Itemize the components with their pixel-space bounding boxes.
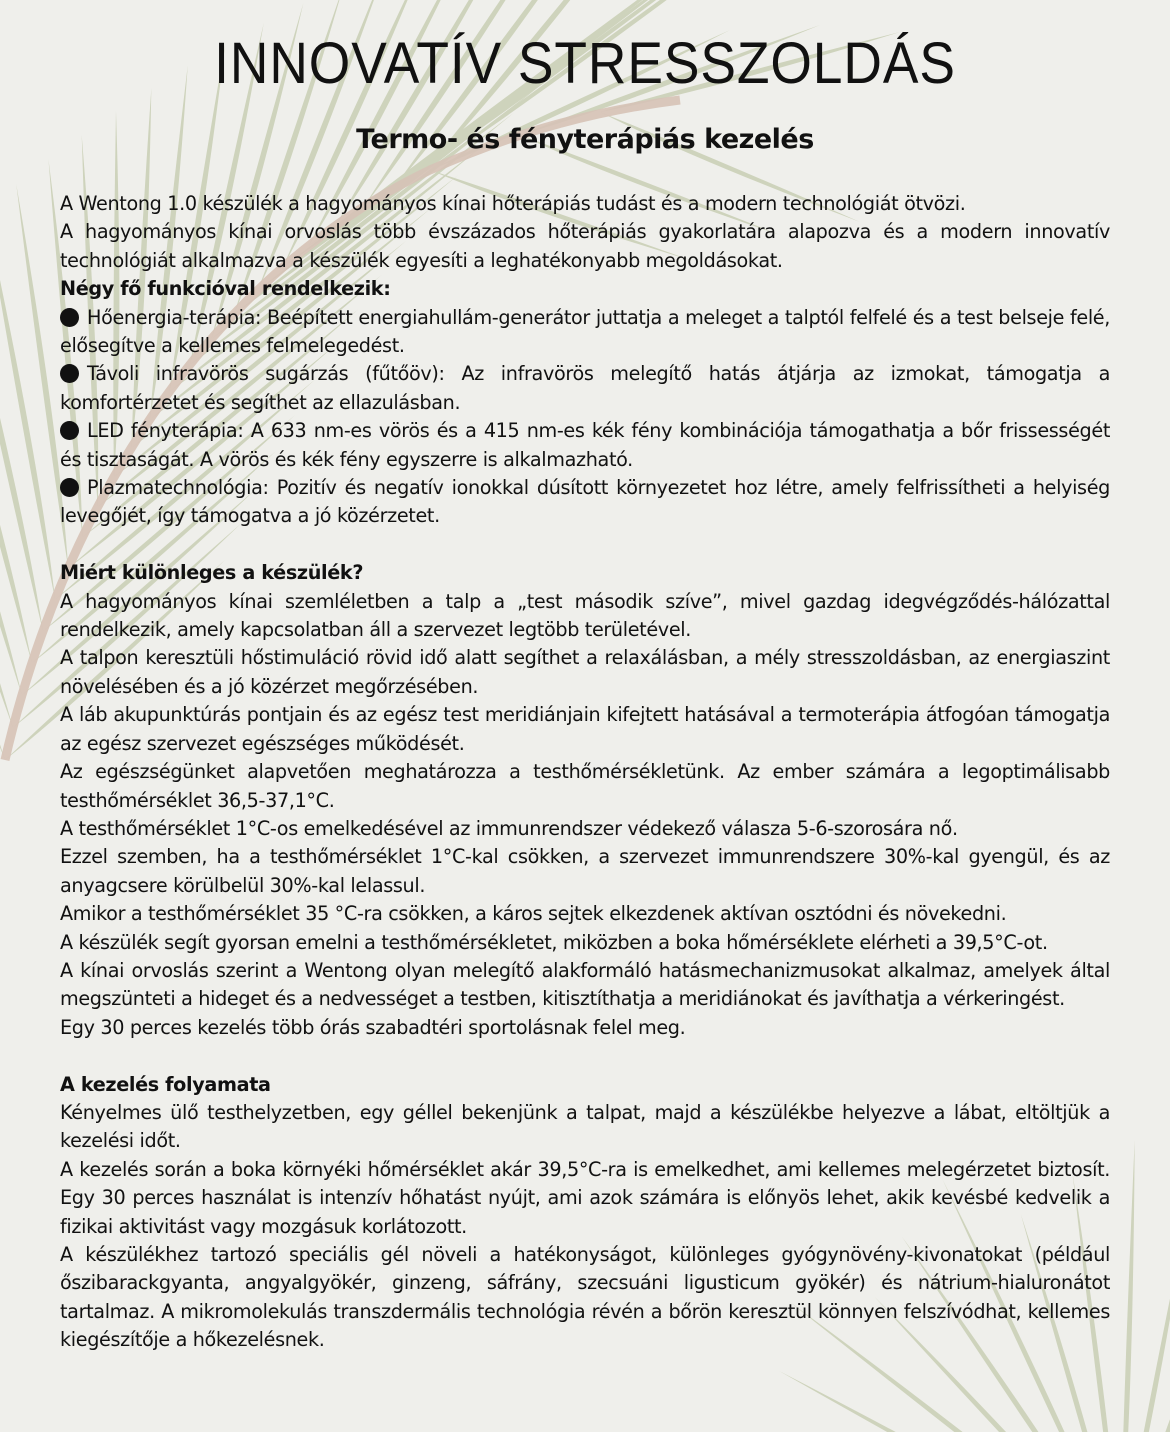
special-paragraph: A hagyományos kínai szemléletben a talp a „test második szíve”, mivel gazdag idegvégződés-hálózattal rendelkezik, amely kapcsolatban áll a szervezet legtöbb területével. bbox=[60, 589, 1110, 642]
intro-paragraph-1: A Wentong 1.0 készülék a hagyományos kínai hőterápiás tudást és a modern technológiát ötvözi. bbox=[60, 192, 966, 215]
special-paragraph: Egy 30 perces kezelés több órás szabadtéri sportolásnak felel meg. bbox=[60, 1015, 686, 1039]
special-paragraph: A kínai orvoslás szerint a Wentong olyan melegítő alakformáló hatásmechanizmusokat alkalmaz, amelyek által megszünteti a hideget és a nedvességet a testben, kitisztíthatja a meridiánokat és javíthatja a vérkeringést. bbox=[60, 958, 1110, 1011]
process-heading: A kezelés folyamata bbox=[60, 1072, 271, 1096]
bullet-icon bbox=[60, 421, 79, 440]
palm-leaflet bbox=[0, 314, 13, 728]
section-gap bbox=[60, 1042, 1110, 1070]
process-paragraph: A kezelés során a boka környéki hőmérséklet akár 39,5°C-ra is emelkedhet, ami kellemes melegérzetet biztosít. Egy 30 perces használat is intenzív hőhatást nyújt, ami azok számára is előnyös lehet, akik kevésbé kedvelik a fizikai aktivitást vagy mozgásuk korlátozott. bbox=[60, 1157, 1110, 1238]
function-item: LED fényterápia: A 633 nm-es vörös és a 415 nm-es kék fény kombinációja támogathatja a bőr frissességét és tisztaságát. A vörös és kék fény egyszerre is alkalmazható. bbox=[60, 419, 1110, 471]
bullet-icon bbox=[60, 478, 79, 497]
bullet-icon bbox=[60, 308, 79, 327]
page-subtitle: Termo- és fényterápiás kezelés bbox=[356, 124, 814, 155]
special-paragraph: A testhőmérséklet 1°C-os emelkedésével az immunrendszer védekező válasza 5-6-szorosára nő. bbox=[60, 816, 958, 840]
special-paragraph: A készülék segít gyorsan emelni a testhőmérsékletet, miközben a boka hőmérséklete elérheti a 39,5°C-ot. bbox=[60, 930, 1048, 954]
section-gap bbox=[60, 531, 1110, 559]
special-paragraph: A láb akupunktúrás pontjain és az egész test meridiánjain kifejtett hatásával a termoterápia átfogóan támogatja az egész szervezet egészséges működését. bbox=[60, 703, 1110, 755]
intro-paragraph-2: A hagyományos kínai orvoslás több évszázados hőterápiás gyakorlatára alapozva és a modern innovatív technológiát alkalmazva a készülék egyesíti a leghatékonyabb megoldásokat. bbox=[60, 220, 1110, 272]
special-paragraph: Az egészségünket alapvetően meghatározza a testhőmérsékletünk. Az ember számára a legoptimálisabb testhőmérséklet 36,5-37,1°C. bbox=[60, 760, 1110, 812]
bullet-icon bbox=[60, 364, 79, 383]
palm-leaflet bbox=[0, 235, 43, 631]
document-body bbox=[60, 190, 1110, 1355]
special-paragraph: Amikor a testhőmérséklet 35 °C-ra csökken, a káros sejtek elkezdenek aktívan osztódni és növekedni. bbox=[60, 902, 1007, 926]
page-title: INNOVATÍV STRESSZOLDÁS bbox=[214, 31, 956, 96]
special-paragraph: Ezzel szemben, ha a testhőmérséklet 1°C-kal csökken, a szervezet immunrendszere 30%-kal gyengül, és az anyagcsere körülbelül 30%-kal lelassul. bbox=[60, 845, 1110, 897]
function-item: Plazmatechnológia: Pozitív és negatív ionokkal dúsított környezetet hoz létre, amely felfrissítheti a helyiség levegőjét, így támogatva a jó közérzetet. bbox=[60, 476, 1110, 528]
special-heading: Miért különleges a készülék? bbox=[60, 561, 364, 585]
function-item: Hőenergia-terápia: Beépített energiahullám-generátor juttatja a meleget a talptól felfelé és a test belseje felé, elősegítve a kellemes felmelegedést. bbox=[60, 305, 1110, 358]
process-paragraph: Kényelmes ülő testhelyzetben, egy géllel bekenjünk a talpat, majd a készülékbe helyezve a lábat, eltöltjük a kezelési időt. bbox=[60, 1100, 1110, 1153]
functions-heading: Négy fő funkcióval rendelkezik: bbox=[60, 277, 391, 301]
palm-leaflet bbox=[1120, 1140, 1135, 1432]
process-paragraph: A készülékhez tartozó speciális gél növeli a hatékonyságot, különleges gyógynövény-kivonatokat (például őszibarackgyanta, angyalgyökér, ginzeng, sáfrány, szecsuáni ligusticum gyökér) és nátrium-hialuronátot tartalmaz. A mikromolekulás transzdermális technológia révén a bőrön keresztül könnyen felszívódhat, kellemes kiegészítője a hőkezelésnek. bbox=[60, 1243, 1110, 1352]
function-item: Távoli infravörös sugárzás (fűtőöv): Az infravörös melegítő hatás átjárja az izmokat, támogatja a komfortérzetet és segíthet az ellazulásban. bbox=[60, 362, 1110, 414]
special-paragraph: A talpon keresztüli hőstimuláció rövid idő alatt segíthet a relaxálásban, a mély stresszoldásban, az energiaszint növelésében és a jó közérzet megőrzésében. bbox=[60, 646, 1110, 698]
